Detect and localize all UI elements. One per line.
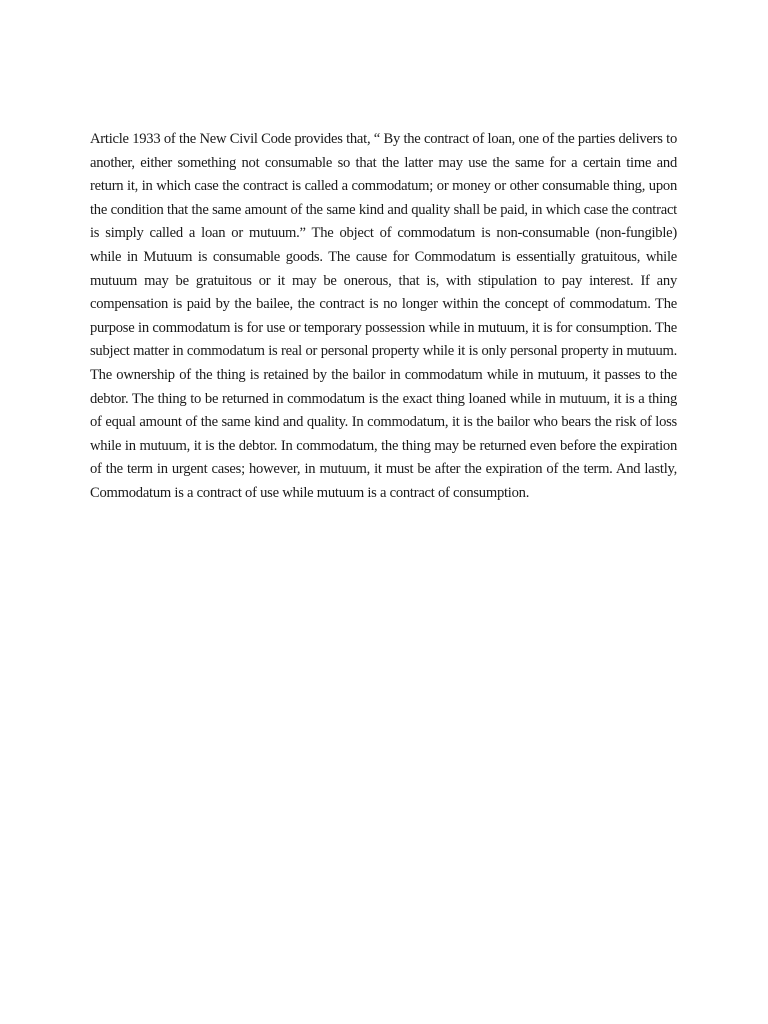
body-paragraph: Article 1933 of the New Civil Code provides that, “ By the contract of loan, one of the parties delivers to another, either something not consumable so that the latter may use the same for a certain time and return it, in which case the contract is called a commodatum; or money or other consumable thing, upon the condition that the same amount of the same kind and quality shall be paid, in which case the contract is simply called a loan or mutuum.” The object of commodatum is non-consumable (non-fungible) while in Mutuum is consumable goods. The cause for Commodatum is essentially gratuitous, while mutuum may be gratuitous or it may be onerous, that is, with stipulation to pay interest. If any compensation is paid by the bailee, the contract is no longer within the concept of commodatum. The purpose in commodatum is for use or temporary possession while in mutuum, it is for consumption. The subject matter in commodatum is real or personal property while it is only personal property in mutuum. The ownership of the thing is retained by the bailor in commodatum while in mutuum, it passes to the debtor. The thing to be returned in commodatum is the exact thing loaned while in mutuum, it is a thing of equal amount of the same kind and quality. In commodatum, it is the bailor who bears the risk of loss while in mutuum, it is the debtor. In commodatum, the thing may be returned even before the expiration of the term in urgent cases; however, in mutuum, it must be after the expiration of the term. And lastly, Commodatum is a contract of use while mutuum is a contract of consumption. (90, 131, 677, 501)
